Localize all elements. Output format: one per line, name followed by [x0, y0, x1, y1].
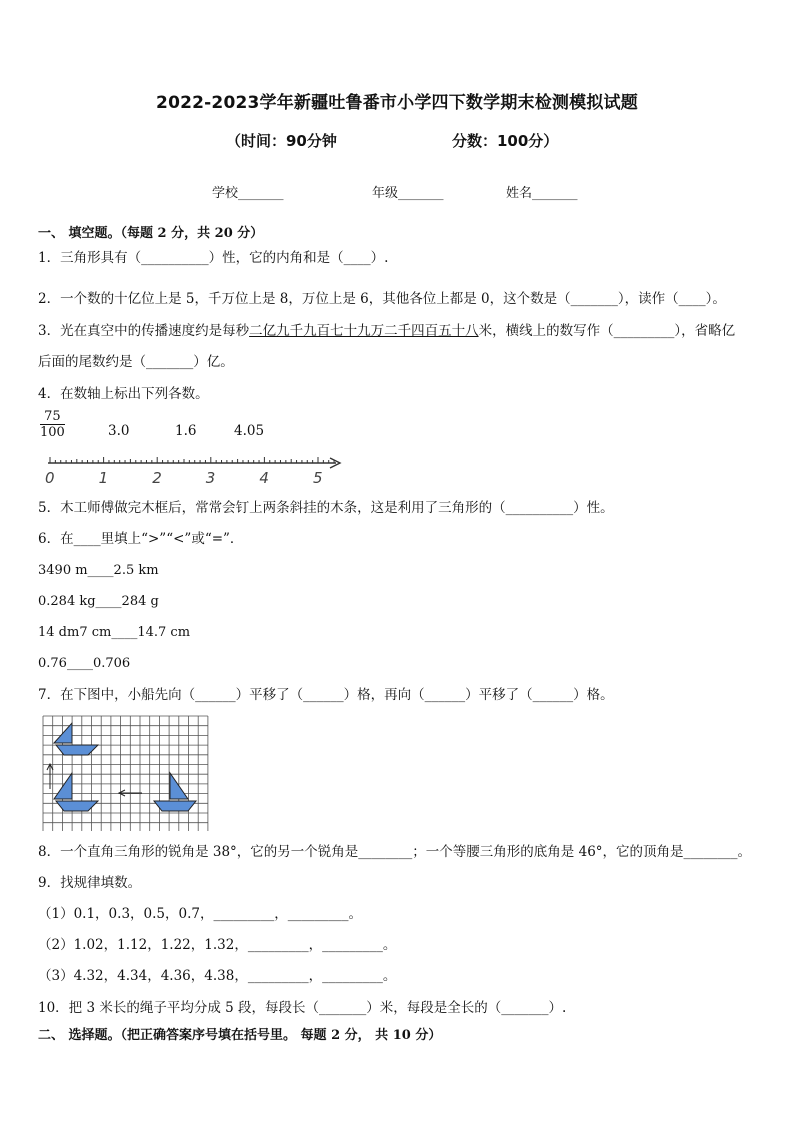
question-10: 10．把 3 米长的绳子平均分成 5 段，每段长（_______）米，每段是全长的（_______）.: [38, 1000, 567, 1016]
question-1: 1．三角形具有（__________）性，它的内角和是（____）.: [38, 250, 389, 266]
question-3-line-2: 后面的尾数约是（_______）亿。: [38, 354, 234, 370]
q6-item-4: 0.76____0.706: [38, 656, 131, 671]
question-3-underlined-number: 二亿九千九百七十九万二千四百五十八: [249, 323, 479, 339]
exam-time: （时间：90分钟: [226, 132, 337, 150]
school-field: 学校_______: [212, 186, 284, 201]
question-9: 9．找规律填数。: [38, 875, 142, 891]
value-1-6: 1.6: [175, 423, 197, 439]
grade-field: 年级_______: [372, 186, 444, 201]
q9-item-2: （2）1.02，1.12，1.22，1.32，_________，_________。: [38, 937, 397, 953]
q6-item-2: 0.284 kg____284 g: [38, 594, 159, 609]
question-3-part-a: 3．光在真空中的传播速度约是每秒: [38, 323, 250, 339]
question-4: 4．在数轴上标出下列各数。: [38, 386, 209, 402]
number-line: [40, 452, 350, 486]
q9-item-1: （1）0.1，0.3，0.5，0.7，_________，_________。: [38, 906, 362, 922]
axis-label-5: 5: [313, 469, 323, 486]
exam-score: 分数：100分）: [452, 132, 559, 150]
name-field: 姓名_______: [506, 186, 578, 201]
question-6: 6．在____里填上“>”“<”或“=”．: [38, 531, 244, 547]
question-8: 8．一个直角三角形的锐角是 38°，它的另一个锐角是________；一个等腰三角形的底角是 46°，它的顶角是________。: [38, 844, 752, 860]
section-2-heading: 二、 选择题。（把正确答案序号填在括号里。 每题 2 分， 共 10 分）: [38, 1028, 442, 1043]
fraction-numerator: 75: [40, 409, 65, 425]
axis-label-1: 1: [98, 469, 109, 486]
fraction-value: [40, 409, 65, 440]
question-3: [38, 321, 735, 341]
value-4-05: 4.05: [234, 423, 265, 439]
q6-item-3: 14 dm7 cm____14.7 cm: [38, 625, 191, 640]
question-5: 5．木工师傅做完木框后，常常会钉上两条斜挂的木条，这是利用了三角形的（__________）性。: [38, 500, 614, 516]
page-title: 2022-2023学年新疆吐鲁番市小学四下数学期末检测模拟试题: [156, 93, 638, 113]
boat-bottom-right: [154, 773, 196, 811]
question-7: 7．在下图中，小船先向（______）平移了（______）格，再向（______）平移了（______）格。: [38, 687, 614, 703]
question-3-part-c: 米，横线上的数写作（_________），省略亿: [478, 323, 736, 339]
q9-item-3: （3）4.32，4.34，4.36，4.38，_________，_________。: [38, 968, 397, 984]
axis-label-0: 0: [45, 469, 55, 486]
up-arrow-icon: [47, 764, 53, 789]
axis-label-2: 2: [152, 469, 162, 486]
section-1-heading: 一、 填空题。（每题 2 分，共 20 分）: [38, 226, 264, 241]
fraction-denominator: 100: [40, 425, 65, 440]
axis-label-4: 4: [259, 469, 269, 486]
question-2: 2．一个数的十亿位上是 5，千万位上是 8，万位上是 6，其他各位上都是 0，这个数是（_______），读作（____）。: [38, 291, 726, 307]
boat-grid-figure: [42, 715, 212, 831]
value-3-0: 3.0: [108, 423, 130, 439]
q6-item-1: 3490 m____2.5 km: [38, 563, 159, 578]
axis-label-3: 3: [205, 469, 216, 486]
